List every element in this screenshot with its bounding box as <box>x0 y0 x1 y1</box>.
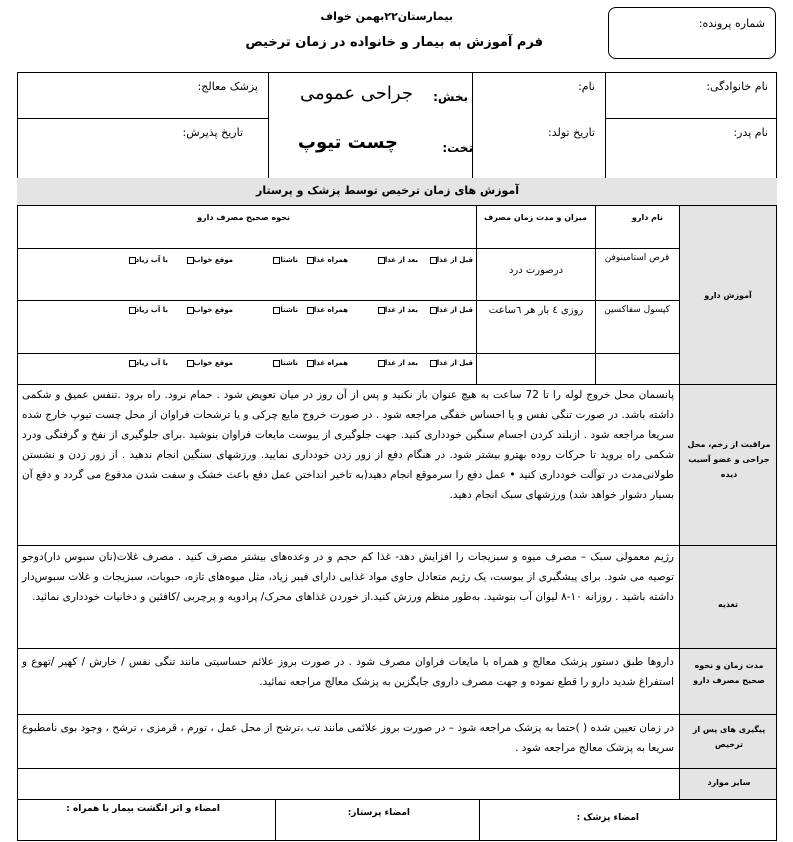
method-option-label: قبل از غذا <box>436 256 473 264</box>
method-option-label: ناشتا <box>280 256 298 264</box>
method-option-row1[interactable] <box>271 256 298 264</box>
medication-timing-text: داروها طبق دستور پزشک معالج و همراه با مایعات فراوان مصرف شود . در صورت بروز علائم حساسیتی مانند تنگی نفس / خارش / کهیر /تهوع و استفراغ شدید دارو را قطع نموده و جهت مصرف داروی جایگزین به پزشک معالج مراجعه نمائید. <box>22 656 674 688</box>
method-option-label: ناشتا <box>280 359 298 367</box>
method-option-label: بعد از غذا <box>384 306 418 314</box>
followup-label: پیگیری های پس از ترخیص <box>692 725 766 749</box>
form-title: فرم آموزش به بیمار و خانواده در زمان ترخیص <box>245 35 543 50</box>
first-name-label: نام: <box>578 80 595 93</box>
col-dose: میزان و مدت زمان مصرف <box>484 213 587 222</box>
method-option-row1[interactable] <box>127 256 168 264</box>
method-option-label: همراه غذا <box>313 306 348 314</box>
checkbox-icon[interactable] <box>187 307 194 314</box>
method-option-label: با آب زیاد <box>135 256 168 264</box>
checkbox-icon[interactable] <box>187 257 194 264</box>
method-option-row1[interactable] <box>428 256 473 264</box>
method-option-row3[interactable] <box>127 359 168 367</box>
last-name-label: نام خانوادگی: <box>706 80 768 93</box>
checkbox-icon[interactable] <box>430 307 437 314</box>
method-option-label: با آب زیاد <box>135 359 168 367</box>
method-option-row3[interactable] <box>376 359 418 367</box>
drug-name-2: کپسول سفاکسین <box>604 305 670 315</box>
medication-timing-label: مدت زمان و نحوه صحیح مصرف دارو <box>693 661 765 685</box>
method-option-label: قبل از غذا <box>436 359 473 367</box>
checkbox-icon[interactable] <box>129 360 136 367</box>
bed-value: چست تیوپ <box>297 132 398 153</box>
col-method: نحوه صحیح مصرف دارو <box>197 213 290 222</box>
checkbox-icon[interactable] <box>378 360 385 367</box>
nurse-signature: امضاء پرستار: <box>347 808 410 818</box>
other-items-label: سایر موارد <box>707 778 751 787</box>
followup-text: در زمان تعیین شده ( )حتما به پزشک مراجعه شود – در صورت بروز علائمی مانند تب ،ترشح از محل عمل ، تورم ، قرمزی ، ترشح ، وجود بوی نامطبوع سریعا به پزشک معالج مراجعه شود . <box>22 722 674 754</box>
method-option-label: همراه غذا <box>313 256 348 264</box>
drug-dose-1: درصورت درد <box>508 265 564 276</box>
father-name-label: نام پدر: <box>733 126 768 139</box>
method-option-row2[interactable] <box>305 306 348 314</box>
patient-signature: امضاء و اثر انگشت بیمار یا همراه : <box>66 804 220 814</box>
method-option-row2[interactable] <box>376 306 418 314</box>
checkbox-icon[interactable] <box>430 257 437 264</box>
nutrition-label: تغذیه <box>718 600 738 609</box>
wound-care-label: مراقبت از زخم، محل جراحی و عضو آسیب دیده <box>687 440 771 479</box>
checkbox-icon[interactable] <box>378 307 385 314</box>
ward-label: بخش: <box>433 90 468 104</box>
method-option-label: با آب زیاد <box>135 306 168 314</box>
checkbox-icon[interactable] <box>307 307 314 314</box>
nutrition-text: رژیم معمولی سبک – مصرف میوه و سبزیجات را افزایش دهد- غذا کم حجم و در وعده‌های بیشتر مصرف کنید . مصرف غلات(نان سبوس دار)دوجو توصیه می شود. برای پیشگیری از یبوست، یک رژیم متعادل حاوی مواد غذایی دارای فیبر زیاد، مثل میوه‌های تازه، حبوبات، سبزیجات و غلات سبوس‌دار داشته باشید . روزانه ۱۰-۸ لیوان آب بنوشید. به‌طور منظم ورزش کنید.از خوردن غذاهای محرک/ پرادویه و پرچربی /کافئین و دخانیات خودداری نمائید. <box>22 551 674 603</box>
checkbox-icon[interactable] <box>307 360 314 367</box>
method-option-row1[interactable] <box>305 256 348 264</box>
checkbox-icon[interactable] <box>378 257 385 264</box>
method-option-label: موقع خواب <box>193 306 233 314</box>
drug-dose-2: روزی ٤ بار هر ٦ساعت <box>488 305 584 316</box>
method-option-label: همراه غذا <box>313 359 348 367</box>
method-option-label: بعد از غذا <box>384 359 418 367</box>
method-option-label: بعد از غذا <box>384 256 418 264</box>
method-option-label: موقع خواب <box>193 256 233 264</box>
method-option-row2[interactable] <box>185 306 233 314</box>
checkbox-icon[interactable] <box>187 360 194 367</box>
method-option-row2[interactable] <box>428 306 473 314</box>
bed-label: تخت: <box>442 141 473 155</box>
checkbox-icon[interactable] <box>307 257 314 264</box>
doctor-signature: امضاء پزشک : <box>576 813 639 823</box>
method-option-row1[interactable] <box>185 256 233 264</box>
birth-date-label: تاریخ تولد: <box>548 126 595 139</box>
drug-name-1: قرص استامینوفن <box>604 253 670 263</box>
method-option-label: قبل از غذا <box>436 306 473 314</box>
drug-education-label: آموزش دارو <box>704 291 752 300</box>
method-option-row2[interactable] <box>127 306 168 314</box>
ward-value: جراحی عمومی <box>299 83 413 104</box>
hospital-name: بیمارستان۲۲بهمن خواف <box>320 10 453 23</box>
file-number-label: شماره پرونده: <box>698 17 765 30</box>
method-option-row3[interactable] <box>271 359 298 367</box>
col-drug-name: نام دارو <box>631 213 663 222</box>
doctor-label: پزشک معالج: <box>197 80 258 93</box>
method-option-row3[interactable] <box>185 359 233 367</box>
file-number-box[interactable] <box>608 7 776 59</box>
checkbox-icon[interactable] <box>129 307 136 314</box>
education-title: آموزش های زمان ترخیص توسط پزشک و پرستار <box>256 184 519 197</box>
method-option-label: موقع خواب <box>193 359 233 367</box>
wound-care-text: پانسمان محل خروج لوله را تا 72 ساعت به هیچ عنوان باز نکنید و پس از آن روز در میان تعویض شود . حمام نرود. راه برود .تنفس عمیق و شکمی داشته باشد. در صورت تنگی نفس و یا احساس خفگی مراجعه شود . در صورت خروج مایع چرکی و یا ترشحات فراوان از محل چست تیوپ خارج شده سریعا مراجعه شود . ازبلند کردن اجسام سنگین خودداری کنید. جهت جلوگیری از یبوست مایعات فراوان بنوشید .برای جلوگیری از نفخ و گرفتگی ودرد شکمی راه بروید تا حرکات روده بهترو بیشتر شود. در هنگام دفع از زور زدن خودداری نمایید. ورزشهای سنگین انجام ندهید . از زور زدن و نشستن طولانی‌مدت در توآلت خودداری کنید • عمل دفع را سرموقع انجام دهید(به تاخیر انداختن عمل دفع باعث خشک و سفت شدن مدفوع می گردد و دفع آن بسیار دشوار خواهد شد) ورزشهای سبک انجام دهید. <box>22 389 674 501</box>
method-option-row3[interactable] <box>428 359 473 367</box>
checkbox-icon[interactable] <box>430 360 437 367</box>
method-option-row3[interactable] <box>305 359 348 367</box>
checkbox-icon[interactable] <box>129 257 136 264</box>
method-option-row2[interactable] <box>271 306 298 314</box>
method-option-row1[interactable] <box>376 256 418 264</box>
education-title-bar <box>17 178 777 206</box>
method-option-label: ناشتا <box>280 306 298 314</box>
admission-date-label: تاریخ پذیرش: <box>182 126 243 139</box>
